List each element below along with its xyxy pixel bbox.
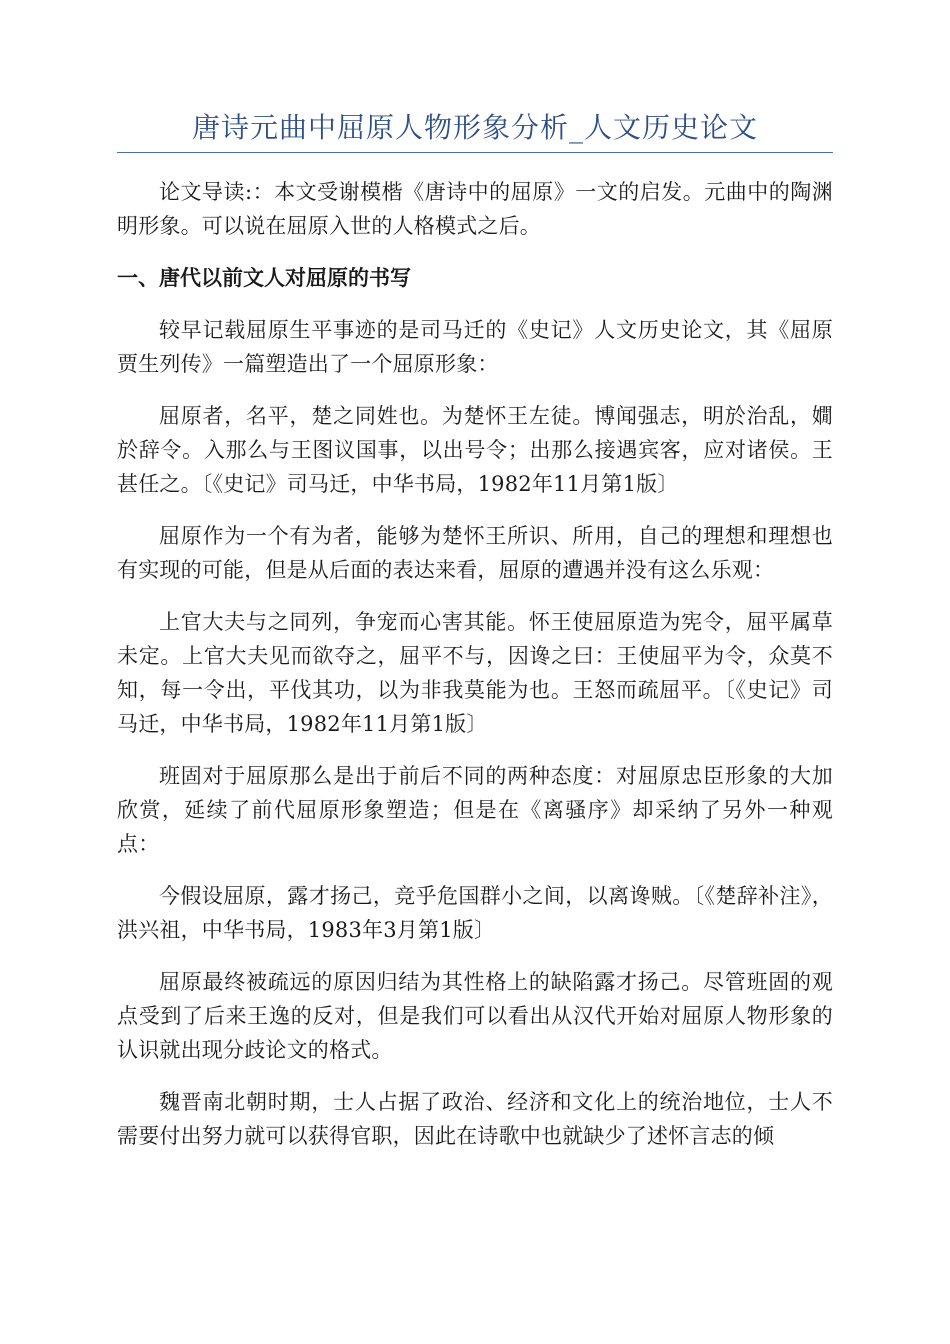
body-paragraph: 屈原作为一个有为者，能够为楚怀王所识、所用，自己的理想和理想也有实现的可能，但是从后面的表达来看，屈原的遭遇并没有这么乐观：: [117, 524, 833, 582]
document-title: 唐诗元曲中屈原人物形象分析_人文历史论文: [191, 111, 758, 144]
document-page: [117, 108, 833, 1171]
body-paragraph: 较早记载屈原生平事迹的是司马迁的《史记》人文历史论文，其《屈原贾生列传》一篇塑造出了一个屈原形象：: [117, 318, 833, 376]
quote-paragraph: 上官大夫与之同列，争宠而心害其能。怀王使屈原造为宪令，屈平属草未定。上官大夫见而欲夺之，屈平不与，因谗之曰：王使屈平为令，众莫不知，每一令出，平伐其功，以为非我莫能为也。王怒而疏屈平。〔《史记》司马迁，中华书局，1982年11月第1版〕: [117, 610, 833, 736]
body-paragraph: 屈原最终被疏远的原因归结为其性格上的缺陷露才扬己。尽管班固的观点受到了后来王逸的反对，但是我们可以看出从汉代开始对屈原人物形象的认识就出现分歧论文的格式。: [117, 970, 833, 1062]
title-underline: [117, 152, 833, 153]
quote-paragraph: 屈原者，名平，楚之同姓也。为楚怀王左徒。博闻强志，明於治乱，嫺於辞令。入那么与王图议国事，以出号令；出那么接遇宾客，应对诸侯。王甚任之。〔《史记》司马迁，中华书局，1982年11月第1版〕: [117, 404, 833, 496]
body-paragraph: 班固对于屈原那么是出于前后不同的两种态度：对屈原忠臣形象的大加欣赏，延续了前代屈原形象塑造；但是在《离骚序》却采纳了另外一种观点：: [117, 764, 833, 856]
body-paragraph: 魏晋南北朝时期，士人占据了政治、经济和文化上的统治地位，士人不需要付出努力就可以获得官职，因此在诗歌中也就缺少了述怀言志的倾: [117, 1090, 833, 1148]
quote-paragraph: 今假设屈原，露才扬己，竞乎危国群小之间，以离谗贼。〔《楚辞补注》，洪兴祖，中华书局，1983年3月第1版〕: [117, 884, 833, 942]
intro-paragraph: 论文导读:：本文受谢模楷《唐诗中的屈原》一文的启发。元曲中的陶渊明形象。可以说在屈原入世的人格模式之后。: [117, 180, 833, 238]
section-heading: 一、唐代以前文人对屈原的书写: [117, 266, 411, 290]
